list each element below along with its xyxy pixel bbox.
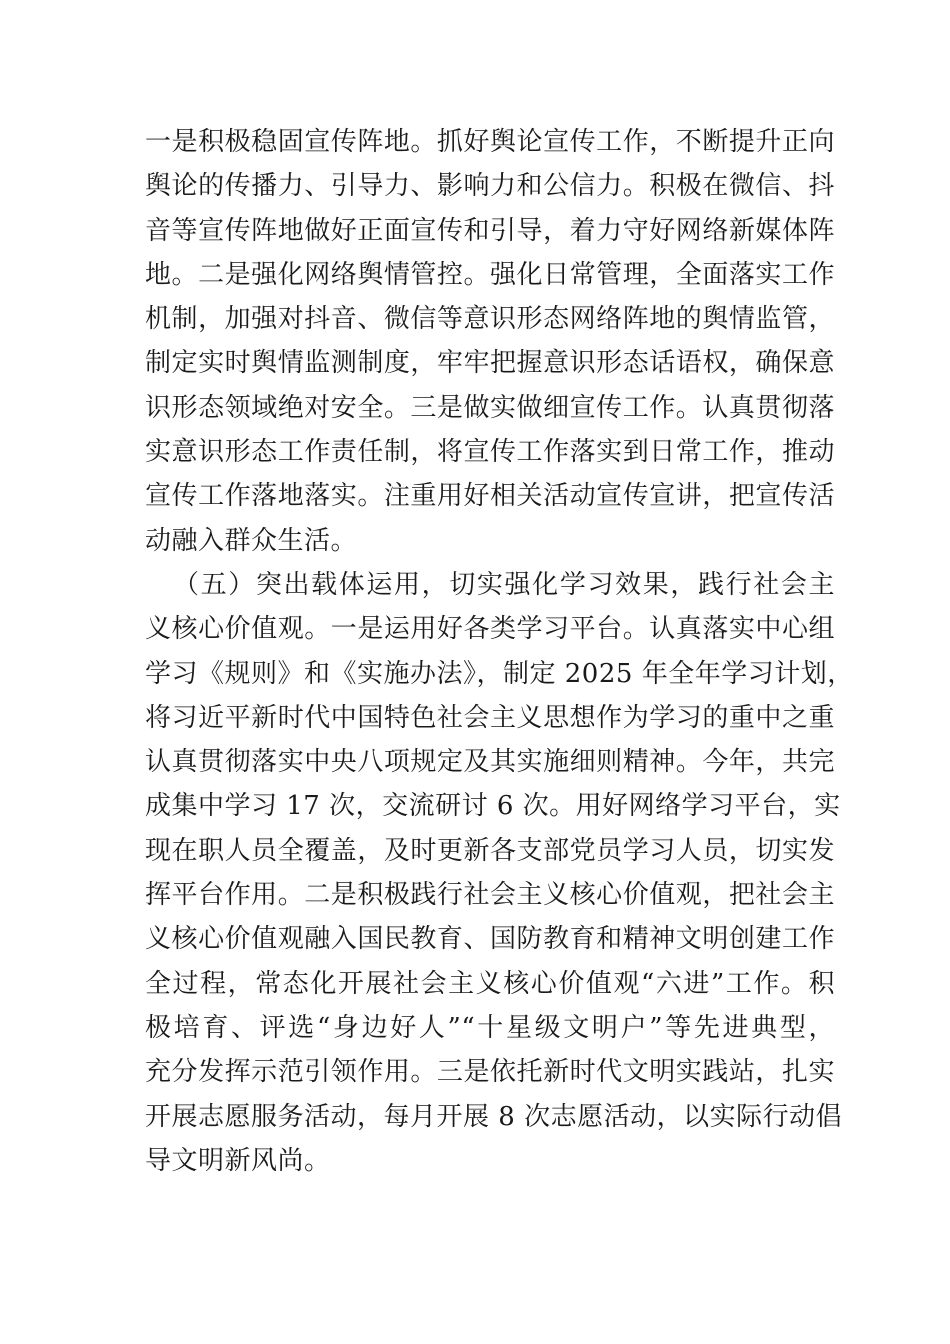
text-line: 舆论的传播力、引导力、影响力和公信力。积极在微信、抖: [145, 171, 835, 202]
text-line: 实意识形态工作责任制，将宣传工作落实到日常工作，推动: [145, 437, 835, 468]
text-line: 开展志愿服务活动，每月开展 8 次志愿活动，以实际行动倡: [145, 1101, 843, 1132]
text-line: 学习《规则》和《实施办法》，制定 2025 年全年学习计划，: [145, 658, 854, 689]
text-line: 制定实时舆情监测制度，牢牢把握意识形态话语权，确保意: [145, 348, 835, 379]
text-line: 挥平台作用。二是积极践行社会主义核心价值观，把社会主: [145, 880, 835, 911]
document-body: [145, 120, 854, 1183]
text-line: 全过程，常态化开展社会主义核心价值观“六进”工作。积: [145, 968, 835, 999]
text-line: 音等宣传阵地做好正面宣传和引导，着力守好网络新媒体阵: [145, 215, 835, 246]
text-line: 充分发挥示范引领作用。三是依托新时代文明实践站，扎实: [145, 1057, 835, 1088]
text-line: 识形态领域绝对安全。三是做实做细宣传工作。认真贯彻落: [145, 392, 835, 423]
text-line: 一是积极稳固宣传阵地。抓好舆论宣传工作，不断提升正向: [145, 127, 835, 157]
text-line: 成集中学习 17 次，交流研讨 6 次。用好网络学习平台，实: [145, 791, 841, 822]
text-line: 导文明新风尚。: [145, 1145, 331, 1176]
text-line: 义核心价值观融入国民教育、国防教育和精神文明创建工作: [145, 924, 835, 955]
text-line: 极培育、评选“身边好人”“十星级文明户”等先进典型，: [145, 1012, 835, 1043]
text-line: 现在职人员全覆盖，及时更新各支部党员学习人员，切实发: [145, 835, 835, 866]
text-line: 认真贯彻落实中央八项规定及其实施细则精神。今年，共完: [145, 747, 835, 778]
paragraph-heading-line: （五）突出载体运用，切实强化学习效果，践行社会主: [173, 569, 835, 600]
text-line: 宣传工作落地落实。注重用好相关活动宣传宣讲，把宣传活: [145, 481, 835, 512]
text-line: 义核心价值观。一是运用好各类学习平台。认真落实中心组: [145, 614, 835, 645]
text-line: 地。二是强化网络舆情管控。强化日常管理，全面落实工作: [145, 259, 835, 290]
text-line: 动融入群众生活。: [145, 525, 358, 556]
text-line: 将习近平新时代中国特色社会主义思想作为学习的重中之重: [145, 702, 835, 733]
text-line: 机制，加强对抖音、微信等意识形态网络阵地的舆情监管，: [145, 304, 835, 335]
